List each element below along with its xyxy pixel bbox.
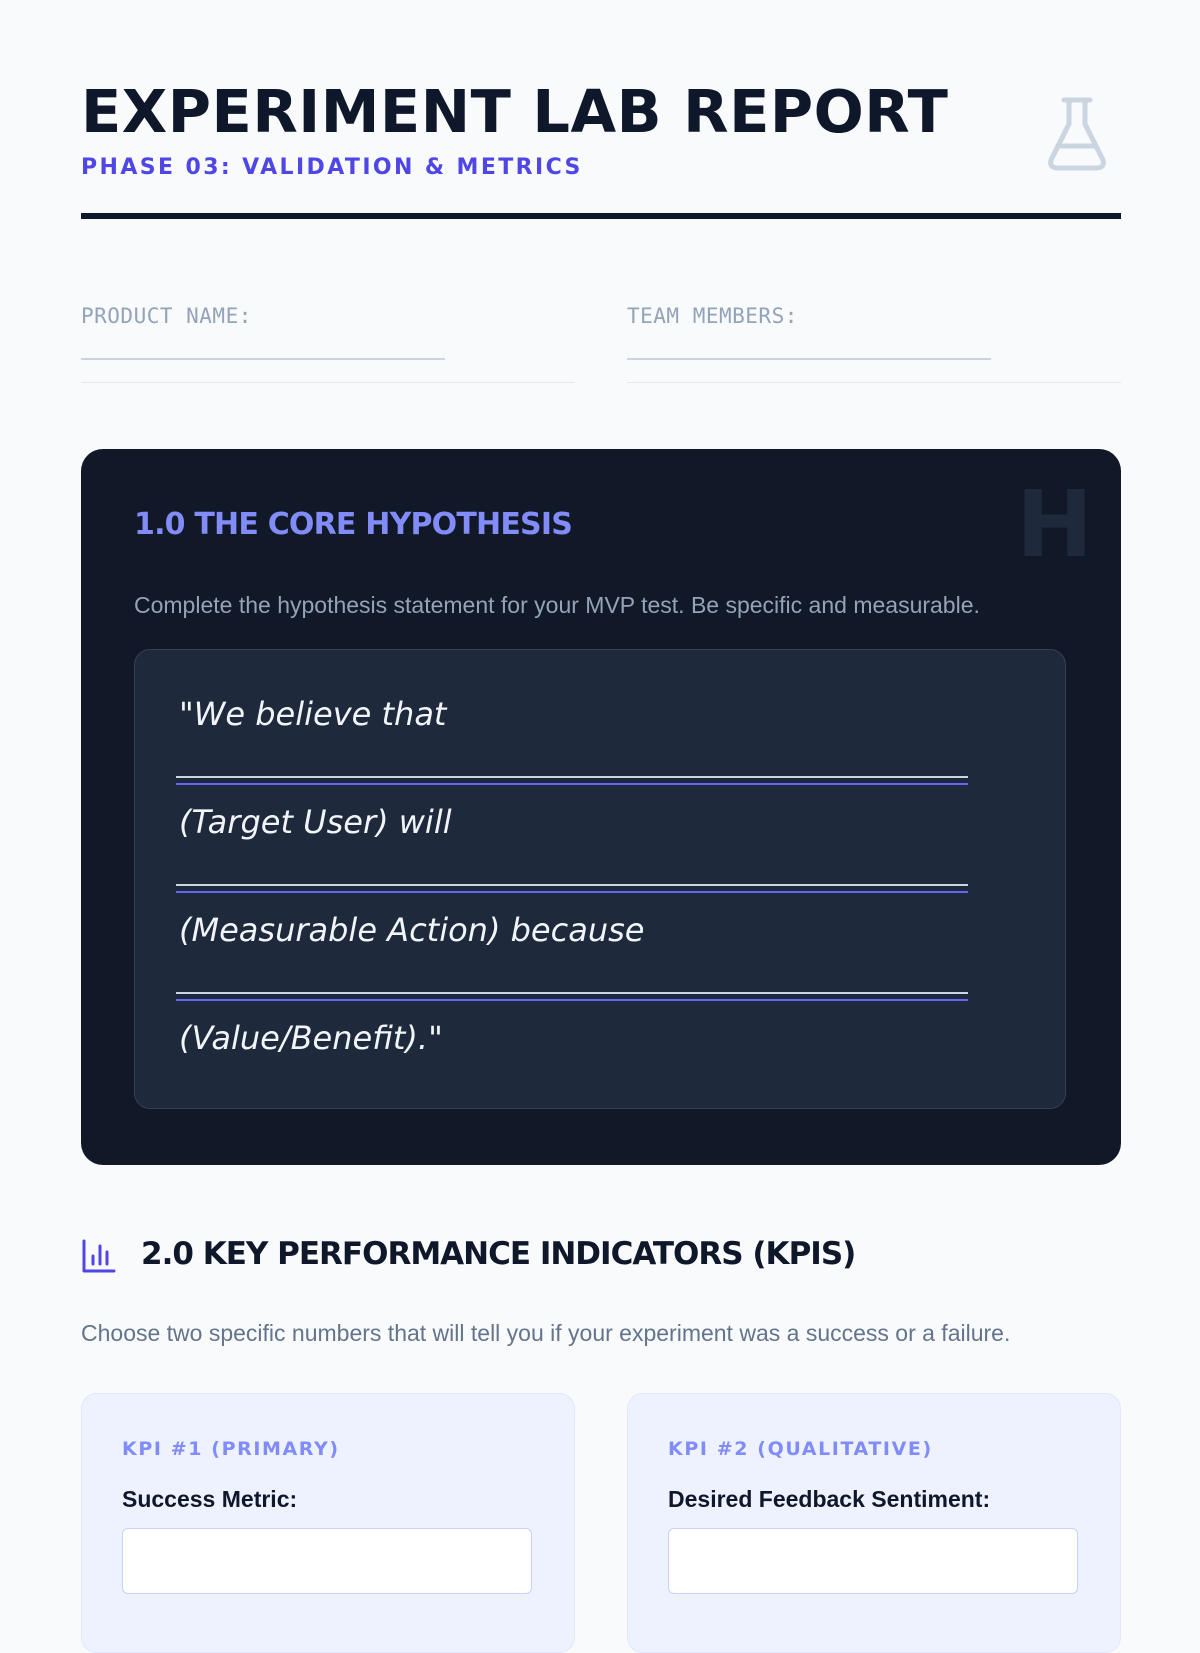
product-name-blank[interactable] bbox=[81, 358, 445, 360]
page-title: EXPERIMENT LAB REPORT bbox=[81, 77, 949, 146]
success-metric-label: Success Metric: bbox=[122, 1486, 298, 1512]
statement-line-2: (Target User) will bbox=[179, 803, 452, 841]
kpi-card-primary bbox=[81, 1393, 575, 1653]
kpi-card-qualitative bbox=[627, 1393, 1121, 1653]
flask-icon bbox=[1046, 96, 1108, 172]
feedback-sentiment-label: Desired Feedback Sentiment: bbox=[668, 1486, 991, 1512]
team-members-field[interactable] bbox=[627, 300, 1121, 383]
hypothesis-card bbox=[81, 449, 1121, 1165]
product-name-field[interactable] bbox=[81, 300, 575, 383]
feedback-sentiment-input[interactable] bbox=[668, 1528, 1078, 1594]
hypothesis-description: Complete the hypothesis statement for your MVP test. Be specific and measurable. bbox=[134, 592, 980, 618]
statement-line-3: (Measurable Action) because bbox=[179, 911, 645, 949]
kpi-1-tag: KPI #1 (PRIMARY) bbox=[122, 1438, 340, 1460]
statement-line-1: "We believe that bbox=[179, 695, 447, 733]
kpi-section-description: Choose two specific numbers that will tell you if your experiment was a success or a failure. bbox=[81, 1320, 1011, 1346]
kpi-section-title: 2.0 KEY PERFORMANCE INDICATORS (KPIS) bbox=[141, 1236, 856, 1272]
kpi-2-tag: KPI #2 (QUALITATIVE) bbox=[668, 1438, 933, 1460]
hypothesis-watermark: H bbox=[1016, 471, 1093, 578]
team-members-blank[interactable] bbox=[627, 358, 991, 360]
success-metric-input[interactable] bbox=[122, 1528, 532, 1594]
team-members-label: TEAM MEMBERS: bbox=[627, 304, 798, 328]
hypothesis-title: 1.0 THE CORE HYPOTHESIS bbox=[134, 507, 573, 542]
hypothesis-statement-box bbox=[134, 649, 1066, 1109]
product-name-label: PRODUCT NAME: bbox=[81, 304, 252, 328]
bar-chart-icon bbox=[81, 1238, 117, 1274]
header-divider bbox=[81, 213, 1121, 219]
statement-line-4: (Value/Benefit)." bbox=[179, 1019, 443, 1057]
measurable-action-blank[interactable] bbox=[176, 884, 968, 893]
target-user-blank[interactable] bbox=[176, 776, 968, 785]
page-subtitle: PHASE 03: VALIDATION & METRICS bbox=[81, 155, 583, 180]
value-benefit-blank[interactable] bbox=[176, 992, 968, 1001]
